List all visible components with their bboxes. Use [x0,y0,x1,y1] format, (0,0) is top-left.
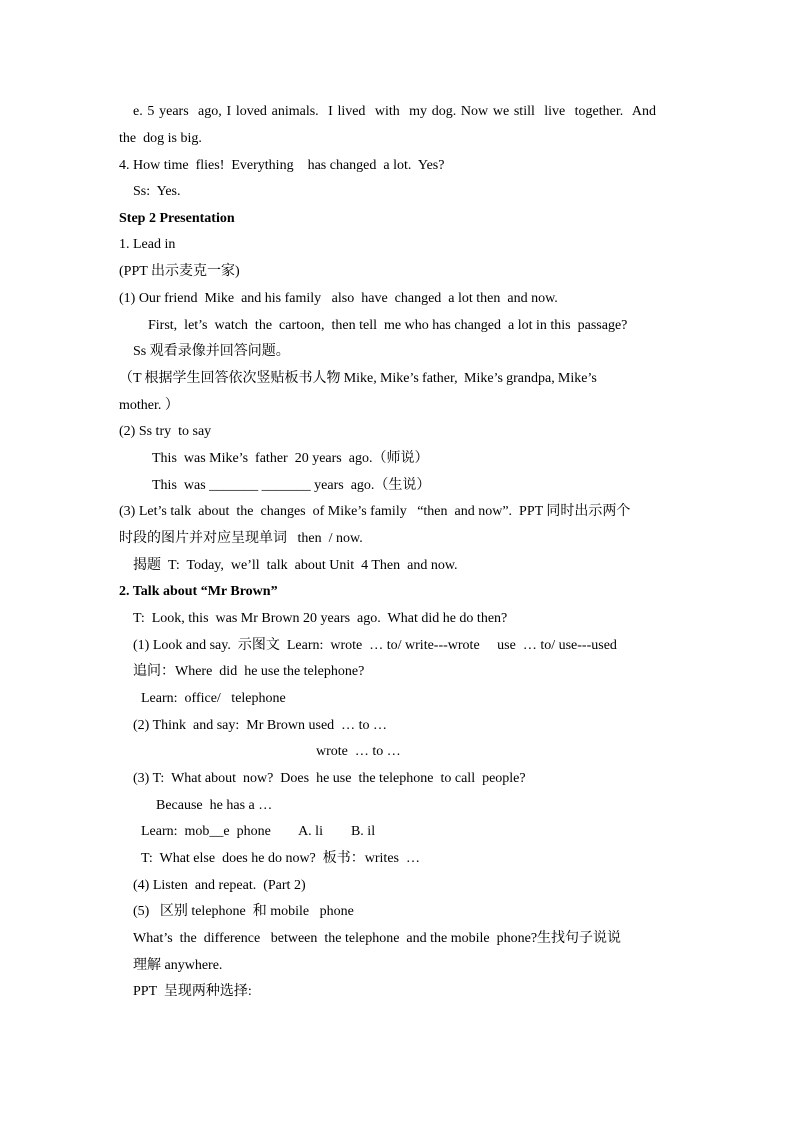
text-line: 4. How time flies! Everything has changed a lot. Yes? [119,158,445,173]
text-line: T: What else does he do now? 板书：writes … [141,851,420,866]
text-line: the dog is big. [119,131,202,146]
text-line: (4) Listen and repeat. (Part 2) [133,878,306,893]
text-line: This was _______ _______ years ago.（生说） [152,478,431,493]
text-line: (2) Think and say: Mr Brown used … to … [133,718,388,733]
text-line: (3) Let’s talk about the changes of Mike’s family “then and now”. PPT 同时出示两个 [119,504,631,519]
text-line: mother. ） [119,398,179,413]
text-line: Ss: Yes. [133,184,181,199]
section-heading: 2. Talk about “Mr Brown” [119,584,278,599]
text-line: What’s the difference between the telephone and the mobile phone?生找句子说说 [133,931,622,946]
text-line: 时段的图片并对应呈现单词 then / now. [119,531,363,546]
text-line: 揭题 T: Today, we’ll talk about Unit 4 Then and now. [133,558,458,573]
text-line: Ss 观看录像并回答问题。 [133,344,290,359]
text-line: First, let’s watch the cartoon, then tell me who has changed a lot in this passage? [148,318,628,333]
text-line: This was Mike’s father 20 years ago.（师说） [152,451,429,466]
section-heading: Step 2 Presentation [119,211,235,226]
text-line: 理解 anywhere. [133,958,223,973]
text-line: Learn: mob__e phone A. li B. il [141,824,376,839]
text-line: (1) Look and say. 示图文 Learn: wrote … to/ write---wrote use … to/ use---used [133,638,617,653]
text-line: T: Look, this was Mr Brown 20 years ago. What did he do then? [133,611,508,626]
text-line: wrote … to … [316,744,401,759]
text-line: 1. Lead in [119,237,176,252]
text-line: (2) Ss try to say [119,424,212,439]
text-line: (5) 区别 telephone 和 mobile phone [133,904,354,919]
text-line: 追问：Where did he use the telephone? [133,664,365,679]
text-line: e. 5 years ago, I loved animals. I lived with my dog. Now we still live together. And [133,104,656,119]
text-line: (3) T: What about now? Does he use the telephone to call people? [133,771,526,786]
text-line: PPT 呈现两种选择: [133,984,252,999]
text-line: (PPT 出示麦克一家) [119,264,240,279]
text-line: Learn: office/ telephone [141,691,286,706]
text-line: （T 根据学生回答依次竖贴板书人物 Mike, Mike’s father, Mike’s grandpa, Mike’s [119,371,597,386]
text-line: Because he has a … [156,798,273,813]
text-line: (1) Our friend Mike and his family also have changed a lot then and now. [119,291,558,306]
